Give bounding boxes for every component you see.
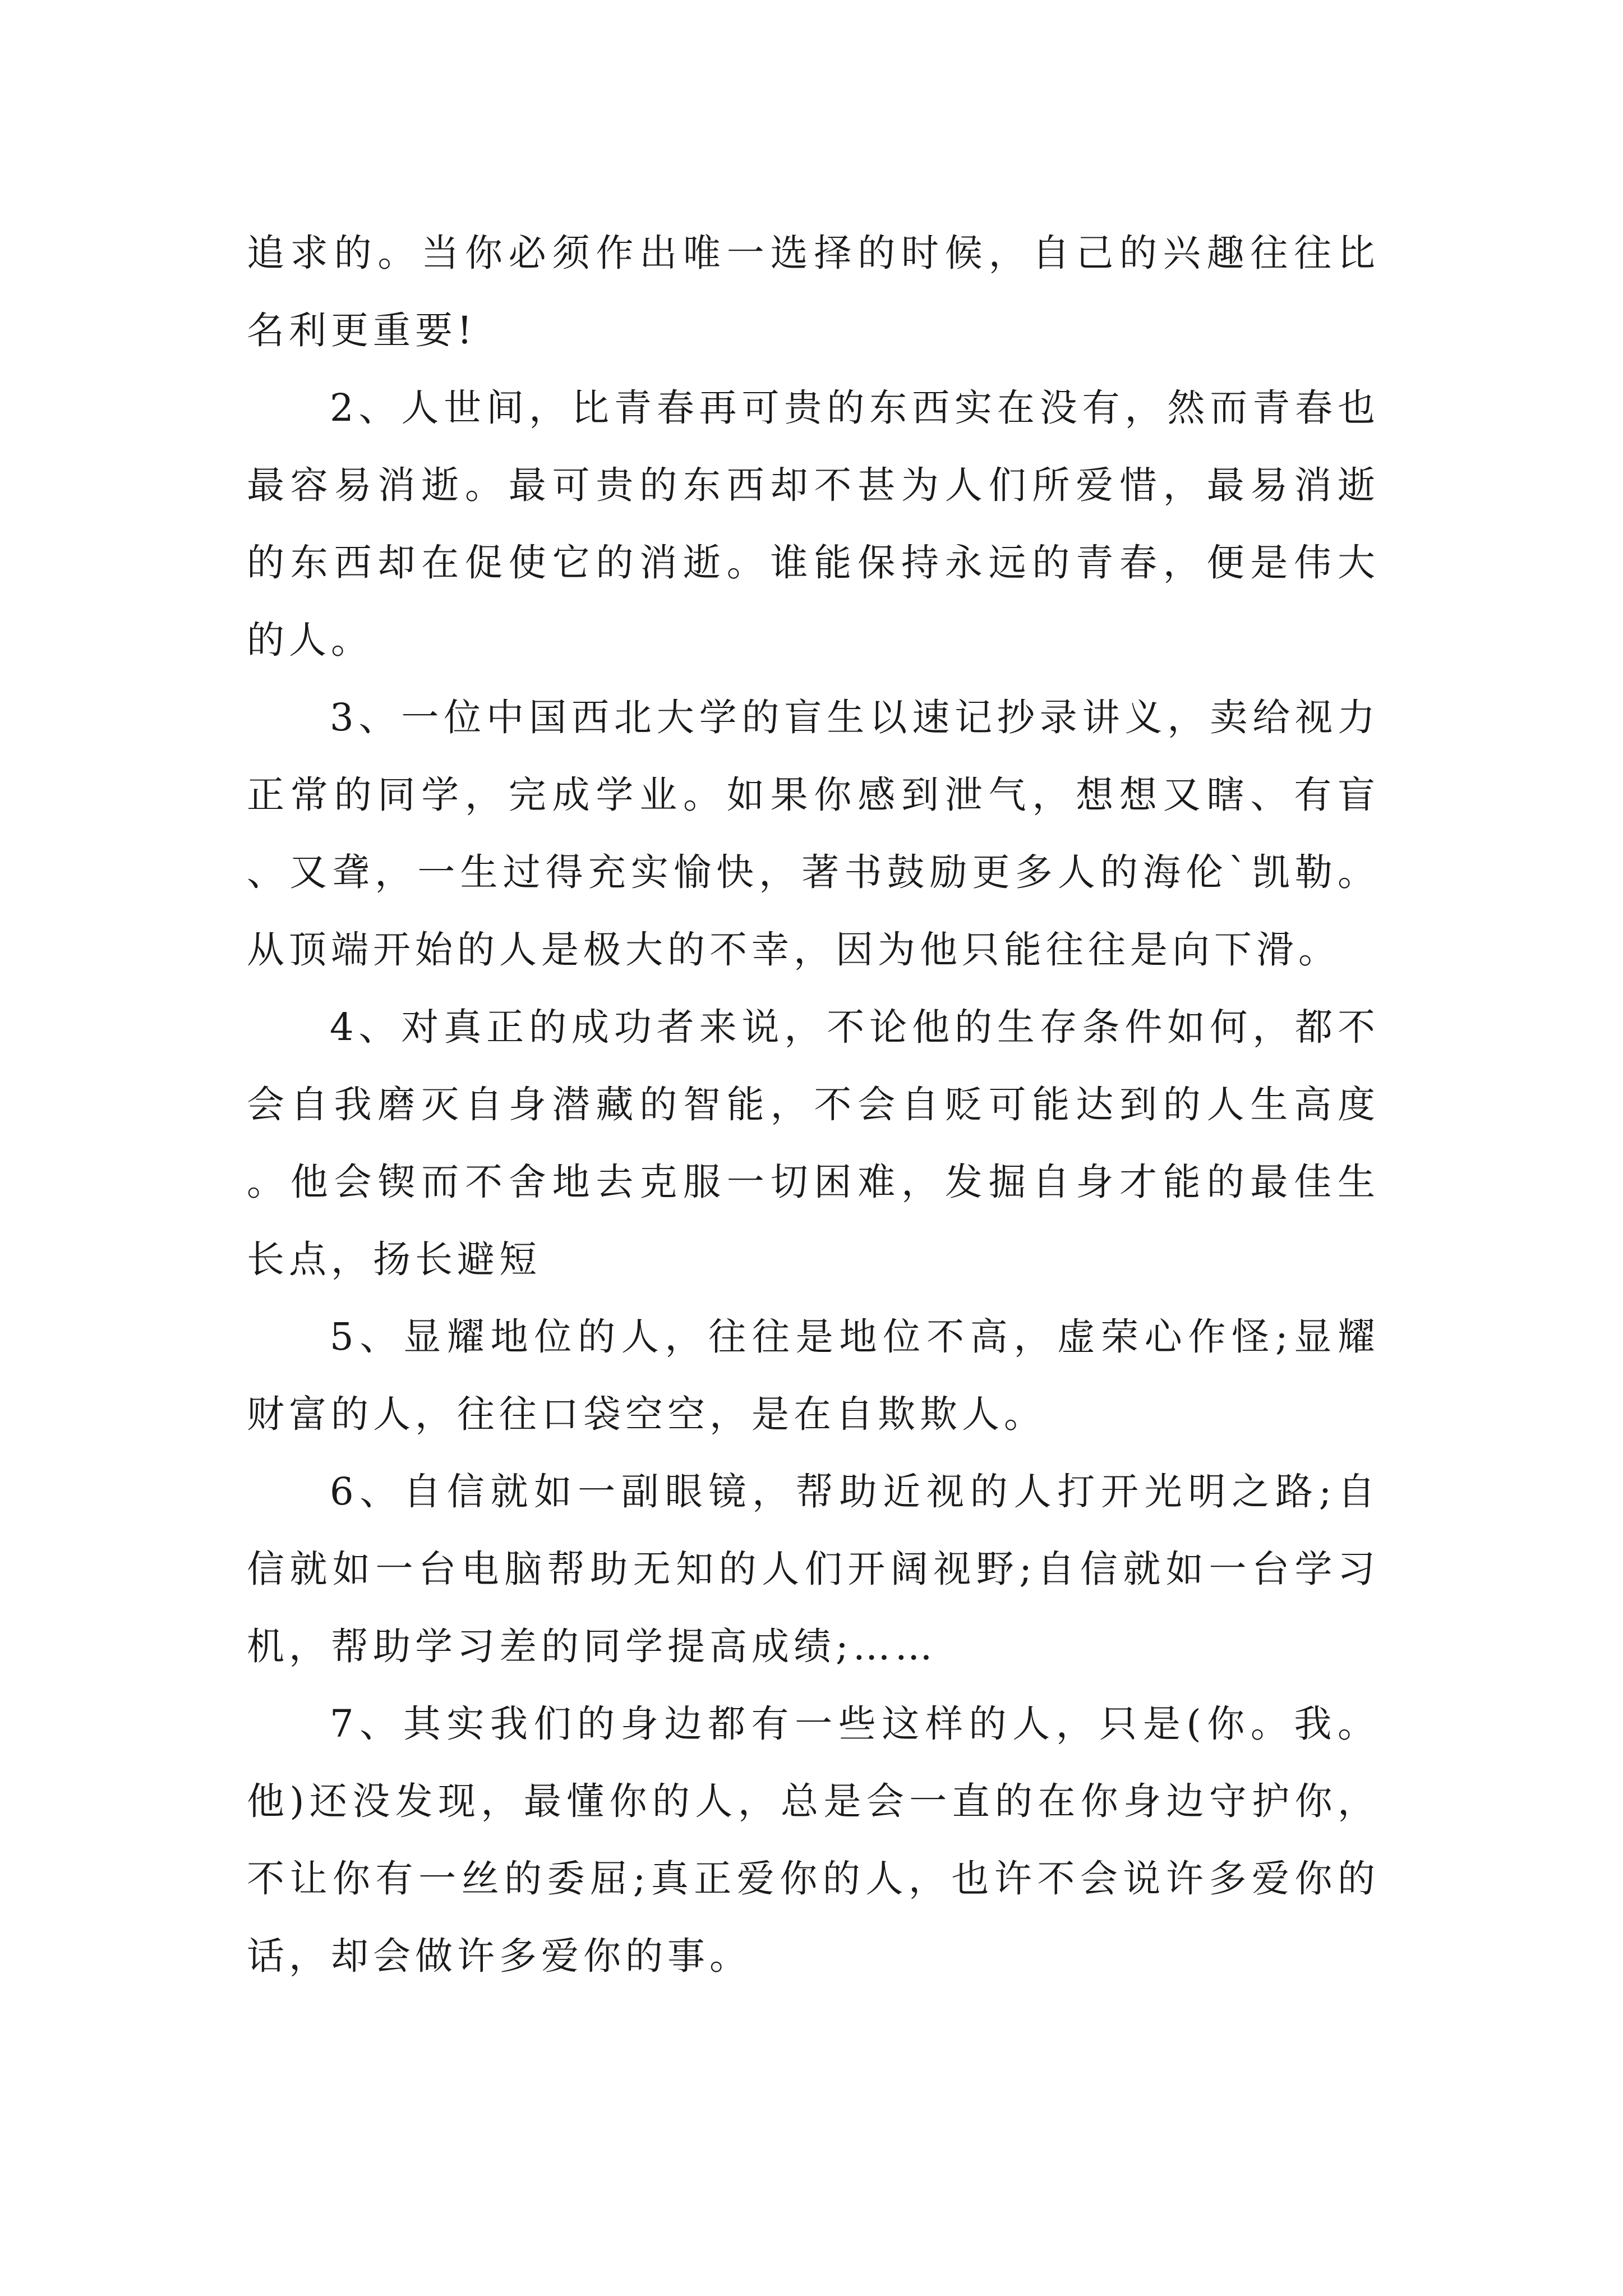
paragraph-5: 5、显耀地位的人，往往是地位不高，虚荣心作怪;显耀财富的人，往往口袋空空，是在自欺欺人。 (247, 1315, 1380, 1436)
paragraph-4: 4、对真正的成功者来说，不论他的生存条件如何，都不会自我磨灭自身潜藏的智能，不会自贬可能达到的人生高度。他会锲而不舍地去克服一切困难，发掘自身才能的最佳生长点，扬长避短 (247, 1005, 1380, 1281)
paragraph-2: 2、人世间，比青春再可贵的东西实在没有，然而青春也最容易消逝。最可贵的东西却不甚为人们所爱惜，最易消逝的东西却在促使它的消逝。谁能保持永远的青春，便是伟大的人。 (247, 386, 1380, 662)
paragraph-3: 3、一位中国西北大学的盲生以速记抄录讲义，卖给视力正常的同学，完成学业。如果你感到泄气，想想又瞎、有盲、又聋，一生过得充实愉快，著书鼓励更多人的海伦`凯勒。从顶端开始的人是极大的不幸，因为他只能往往是向下滑。 (247, 696, 1380, 972)
paragraph-7: 7、其实我们的身边都有一些这样的人，只是(你。我。他)还没发现，最懂你的人，总是会一直的在你身边守护你，不让你有一丝的委屈;真正爱你的人，也许不会说许多爱你的话，却会做许多爱你的事。 (247, 1702, 1380, 1978)
paragraph-continuation: 追求的。当你必须作出唯一选择的时候，自己的兴趣往往比名利更重要! (247, 231, 1380, 352)
paragraph-6: 6、自信就如一副眼镜，帮助近视的人打开光明之路;自信就如一台电脑帮助无知的人们开阔视野;自信就如一台学习机，帮助学习差的同学提高成绩;…… (247, 1470, 1380, 1668)
document-body (247, 214, 1380, 1995)
